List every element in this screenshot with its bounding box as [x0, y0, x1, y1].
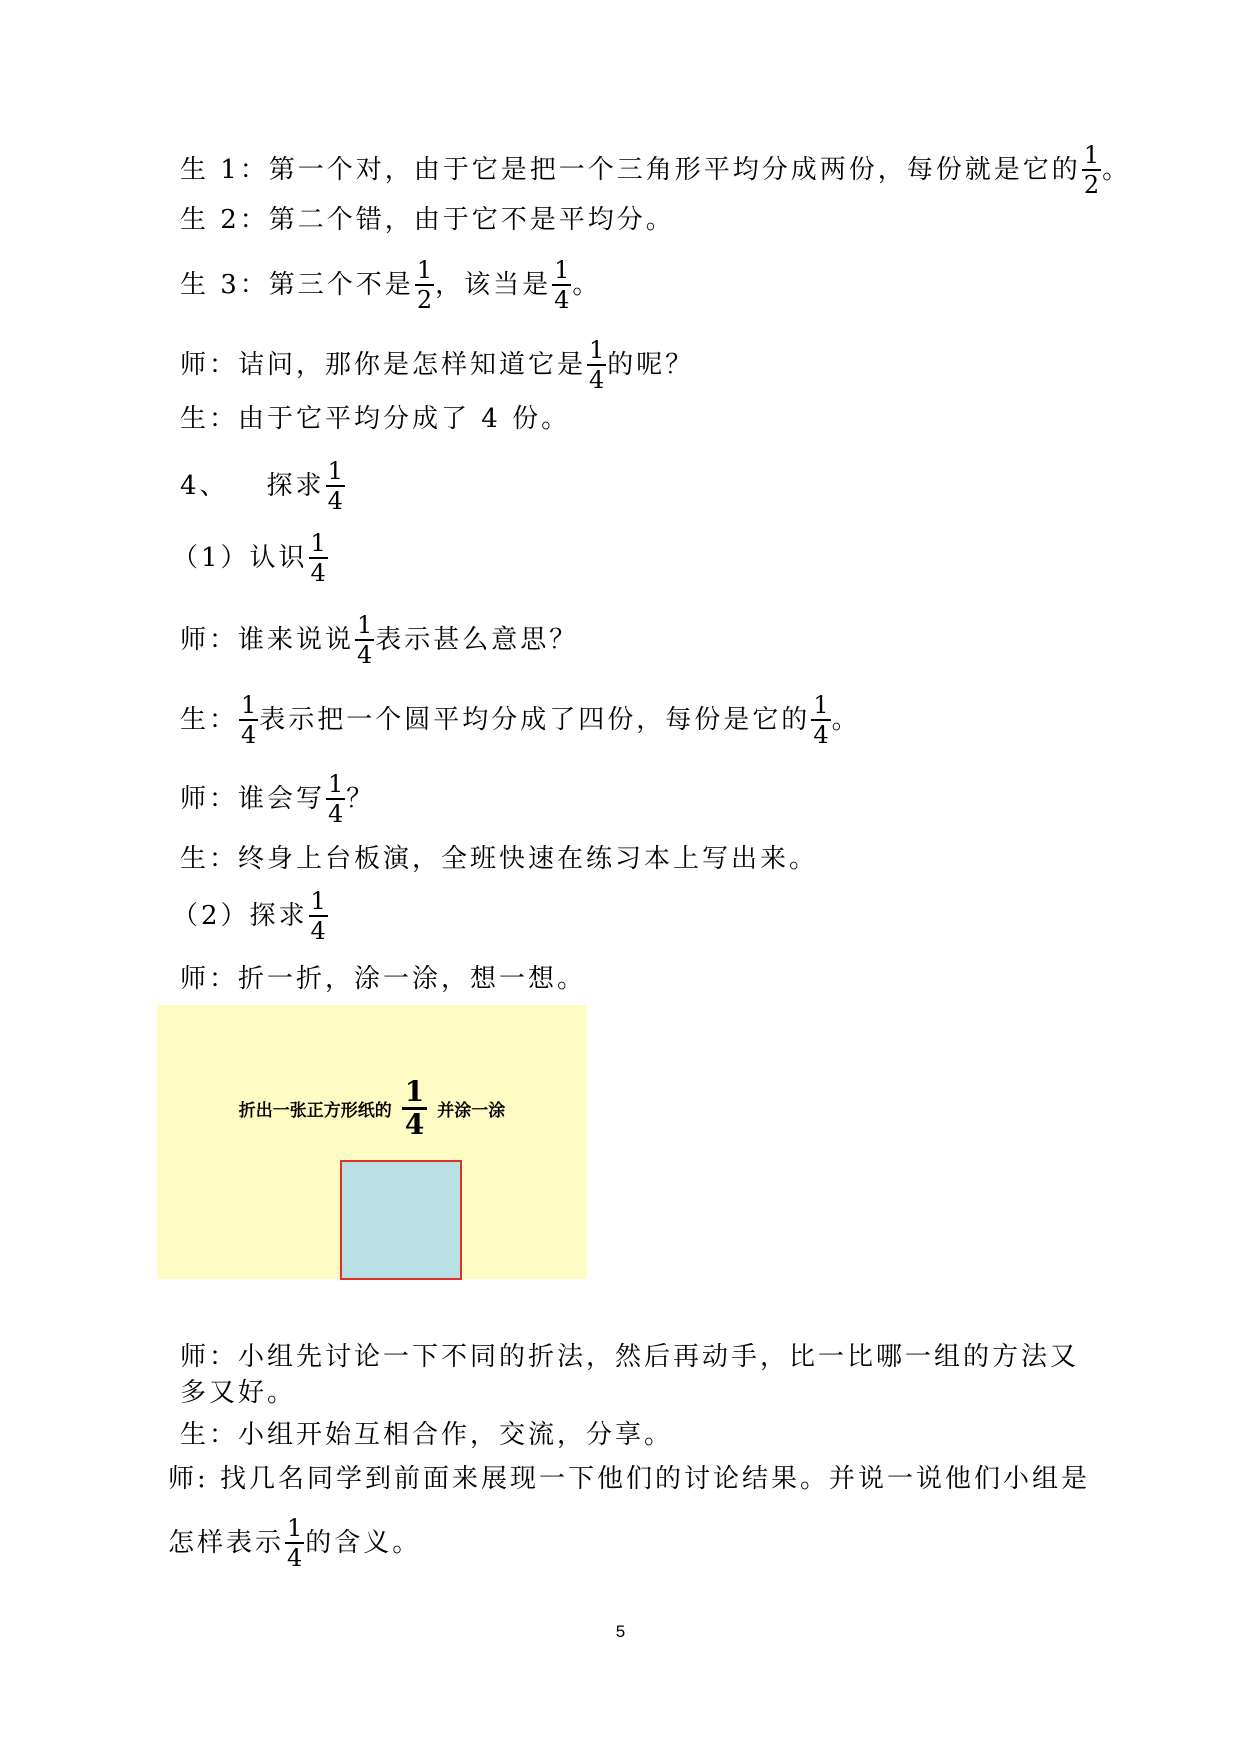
figure-caption: 折出一张正方形纸的 $\frac{1}{4}$ 并涂一涂 — [238, 1075, 506, 1141]
fraction: $\frac{1}{4}$ — [327, 457, 343, 515]
fraction: $\frac{1}{4}$ — [310, 887, 326, 945]
dialogue-line: 怎样表示 $\frac{1}{4}$ 的含义。 — [168, 1514, 422, 1572]
dialogue-line — [180, 1377, 296, 1408]
dialogue-line — [180, 843, 818, 874]
line-text: 师: 找几名同学到前面来展现一下他们的讨论结果。并说一说他们小组是 — [168, 1464, 1091, 1494]
fraction: $\frac{1}{4}$ — [310, 529, 326, 587]
dialogue-line: 生 1：第一个对，由于它是把一个三角形平均分成两份，每份就是它的 $\frac{1}{2}$ 。 — [180, 141, 1132, 199]
line-text: 生： — [180, 705, 239, 735]
line-text: （1）认识 — [172, 543, 308, 573]
fraction: $\frac{1}{4}$ — [402, 1078, 427, 1139]
line-text: （2）探求 — [172, 901, 308, 931]
line-text: 师：小组先讨论一下不同的折法，然后再动手，比一比哪一组的方法又 — [180, 1342, 1080, 1372]
dialogue-line: 师：谁会写 $\frac{1}{4}$ ？ — [180, 770, 376, 828]
fraction: $\frac{1}{4}$ — [554, 256, 570, 314]
section-heading: 4、 探求 $\frac{1}{4}$ — [180, 457, 343, 515]
subsection-heading — [172, 888, 329, 944]
fold-square-figure — [157, 1005, 587, 1279]
fraction: $\frac{1}{2}$ — [416, 256, 433, 314]
line-text: 生 3：第三个不是 — [180, 270, 414, 300]
dialogue-line: 生： $\frac{1}{4}$ 表示把一个圆平均分成了四份，每份是它的 $\frac{1}{4}$ 。 — [180, 691, 861, 749]
dialogue-line — [180, 1341, 1079, 1372]
square-paper — [340, 1160, 462, 1280]
page-number: 5 — [615, 1622, 626, 1641]
dialogue-line: 师：谁来说说 $\frac{1}{4}$ 表示甚么意思？ — [180, 611, 579, 669]
line-text: 师：谁来说说 — [180, 625, 355, 655]
fraction: $\frac{1}{4}$ — [813, 691, 829, 749]
line-text: 多又好。 — [180, 1378, 297, 1408]
dialogue-line — [180, 204, 675, 235]
dialogue-line — [180, 1419, 673, 1450]
line-text: 师：诘问，那你是怎样知道它是 — [180, 350, 587, 380]
subsection-heading — [172, 530, 329, 586]
fraction: $\frac{1}{4}$ — [357, 611, 373, 669]
section-number: 4、 — [180, 471, 229, 501]
fraction: $\frac{1}{2}$ — [1083, 141, 1100, 199]
line-text: 生 1：第一个对，由于它是把一个三角形平均分成两份，每份就是它的 — [180, 155, 1081, 185]
line-text: 生：小组开始互相合作，交流，分享。 — [180, 1420, 674, 1450]
dialogue-line: 生 3：第三个不是 $\frac{1}{2}$ ，该当是 $\frac{1}{4}$ 。 — [180, 256, 602, 314]
fraction: $\frac{1}{4}$ — [287, 1514, 303, 1572]
line-text: 怎样表示 — [168, 1528, 285, 1558]
dialogue-line — [168, 1463, 1090, 1494]
line-text: 师：谁会写 — [180, 784, 326, 814]
fraction: $\frac{1}{4}$ — [328, 770, 344, 828]
fraction: $\frac{1}{4}$ — [241, 691, 257, 749]
line-text: 生：由于它平均分成了 4 份。 — [180, 404, 571, 434]
dialogue-line — [180, 963, 586, 994]
line-text: 生：终身上台板演，全班快速在练习本上写出来。 — [180, 844, 819, 874]
dialogue-line — [180, 403, 570, 434]
fraction: $\frac{1}{4}$ — [589, 336, 605, 394]
dialogue-line: 师：诘问，那你是怎样知道它是 $\frac{1}{4}$ 的呢？ — [180, 336, 695, 394]
line-text: 师：折一折，涂一涂，想一想。 — [180, 964, 587, 994]
line-text: 生 2：第二个错，由于它不是平均分。 — [180, 205, 675, 235]
